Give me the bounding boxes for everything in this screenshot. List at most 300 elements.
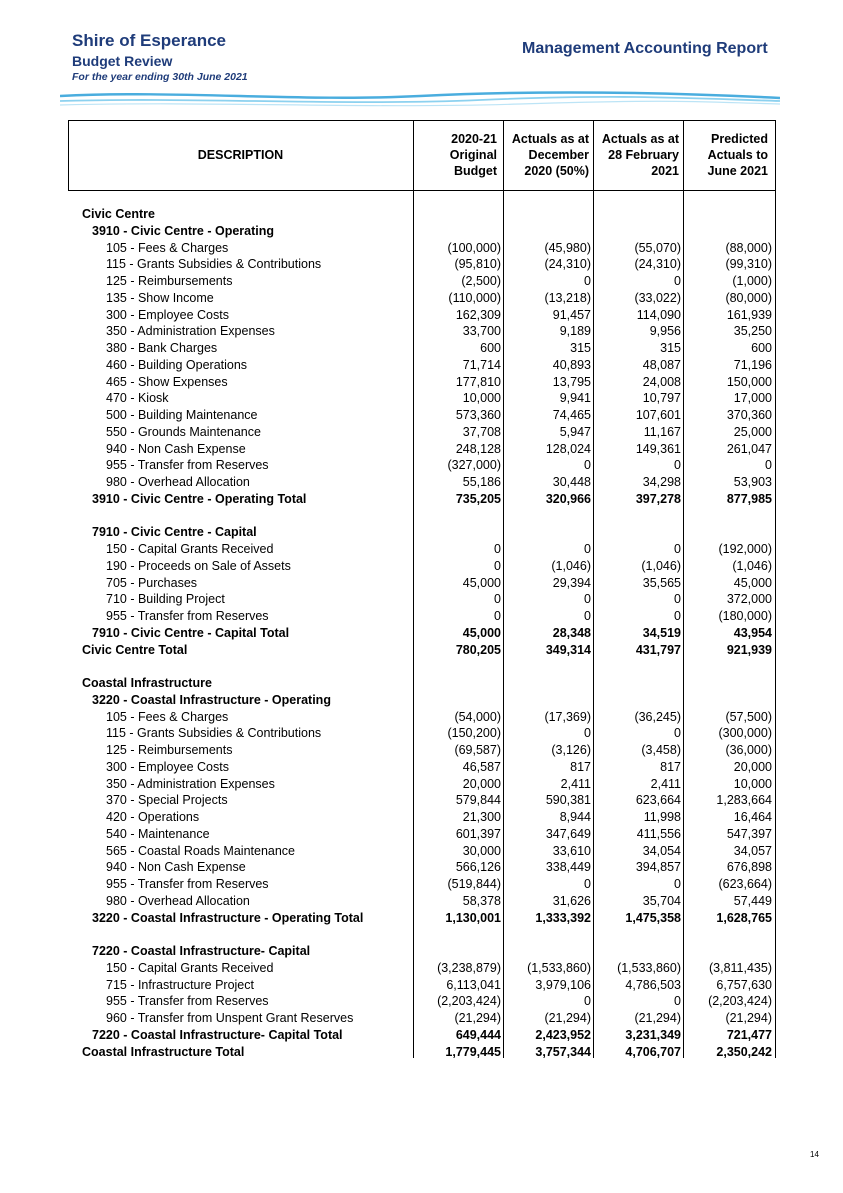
actuals-february-value: 34,519 <box>642 625 681 640</box>
original-budget-value: 600 <box>480 341 501 355</box>
actuals-february-value: (55,070) <box>634 240 681 255</box>
actuals-december-value: 0 <box>584 542 591 556</box>
line-item-row <box>68 826 776 843</box>
actuals-december-value: 31,626 <box>552 893 591 908</box>
line-item-row <box>68 709 776 726</box>
original-budget-value: (3,238,879) <box>437 960 501 975</box>
original-budget-value <box>413 206 503 223</box>
actuals-december-value: 91,457 <box>552 307 591 322</box>
row-description: 460 - Building Operations <box>106 357 248 372</box>
section-row <box>68 642 776 659</box>
decorative-wave <box>60 88 780 112</box>
original-budget-value <box>413 223 503 240</box>
original-budget-value: 20,000 <box>462 776 501 791</box>
predicted-actuals-value: 150,000 <box>726 374 772 389</box>
actuals-december-value: 2,423,952 <box>535 1027 591 1042</box>
original-budget-value: 162,309 <box>455 307 501 322</box>
original-budget-value: 1,779,445 <box>445 1044 501 1059</box>
actuals-december-value: 0 <box>584 592 591 607</box>
row-description: 420 - Operations <box>106 810 200 824</box>
original-budget-value: (2,203,424) <box>437 994 501 1009</box>
original-budget-value: (100,000) <box>447 240 501 255</box>
original-budget-value: 6,113,041 <box>446 977 501 992</box>
subsection-row <box>68 943 776 960</box>
original-budget-value: (95,810) <box>454 257 501 272</box>
row-description: Civic Centre <box>82 207 155 221</box>
original-budget-value: 780,205 <box>455 642 501 657</box>
predicted-actuals-value: 34,057 <box>733 843 772 858</box>
actuals-february-value: 0 <box>674 994 681 1009</box>
predicted-actuals-value: (180,000) <box>718 609 772 623</box>
actuals-december-value: (13,218) <box>544 290 591 305</box>
actuals-december-value: 28,348 <box>552 625 591 640</box>
actuals-february-value: 315 <box>660 341 681 355</box>
actuals-february-value: 35,704 <box>642 893 681 908</box>
line-item-row <box>68 256 776 273</box>
column-header-predicted-actuals: Predicted Actuals to June 2021 <box>707 132 768 178</box>
actuals-december-value: 128,024 <box>545 441 591 456</box>
original-budget-value: 566,126 <box>455 860 501 875</box>
actuals-february-value: (21,294) <box>634 1011 681 1025</box>
original-budget-value: 649,444 <box>455 1027 501 1042</box>
predicted-actuals-value: (1,000) <box>732 274 772 288</box>
predicted-actuals-value: (2,203,424) <box>708 994 772 1009</box>
row-description: 980 - Overhead Allocation <box>106 475 250 489</box>
line-item-row <box>68 725 776 742</box>
actuals-february-value: 48,087 <box>642 357 681 372</box>
actuals-february-value: 4,706,707 <box>625 1044 681 1059</box>
row-description: Coastal Infrastructure Total <box>82 1044 245 1059</box>
actuals-december-value: 0 <box>584 458 591 473</box>
original-budget-value: (69,587) <box>454 743 501 757</box>
original-budget-value: 248,128 <box>455 441 501 456</box>
row-description: 105 - Fees & Charges <box>106 709 229 724</box>
row-description: 940 - Non Cash Expense <box>106 860 246 875</box>
row-description: 105 - Fees & Charges <box>106 240 229 255</box>
row-description: 960 - Transfer from Unspent Grant Reserves <box>106 1011 354 1025</box>
original-budget-value: (110,000) <box>448 290 501 305</box>
original-budget-value <box>413 524 503 541</box>
actuals-february-value <box>593 692 683 709</box>
organisation-name: Shire of Esperance <box>72 31 227 50</box>
actuals-february-value: 817 <box>660 759 681 774</box>
actuals-december-value: 338,449 <box>545 860 591 875</box>
original-budget-value: 1,130,001 <box>445 910 501 925</box>
actuals-december-value: 3,757,344 <box>535 1044 591 1059</box>
actuals-february-value: 394,857 <box>635 860 681 875</box>
predicted-actuals-value <box>683 943 776 960</box>
line-item-row <box>68 809 776 826</box>
original-budget-value: 177,810 <box>455 374 501 389</box>
line-item-row <box>68 575 776 592</box>
actuals-december-value: 13,795 <box>552 374 591 389</box>
actuals-february-value: 35,565 <box>642 575 681 590</box>
line-item-row <box>68 776 776 793</box>
row-description: 565 - Coastal Roads Maintenance <box>106 843 296 858</box>
actuals-february-value: 411,556 <box>636 826 681 841</box>
predicted-actuals-value: 2,350,242 <box>716 1044 772 1059</box>
original-budget-value: 601,397 <box>455 826 501 841</box>
row-description: 940 - Non Cash Expense <box>106 441 246 456</box>
original-budget-value: 45,000 <box>462 625 501 640</box>
actuals-december-value: 0 <box>584 877 591 891</box>
predicted-actuals-value: 921,939 <box>726 642 772 657</box>
predicted-actuals-value: 372,000 <box>726 592 772 607</box>
actuals-february-value <box>593 675 683 692</box>
section-row <box>68 675 776 692</box>
actuals-february-value: 24,008 <box>642 374 681 389</box>
row-description: 350 - Administration Expenses <box>106 776 275 791</box>
actuals-december-value: 5,947 <box>559 424 591 439</box>
line-item-row <box>68 893 776 910</box>
section-row <box>68 206 776 223</box>
actuals-december-value: 0 <box>584 609 591 623</box>
row-description: Coastal Infrastructure <box>82 676 212 690</box>
predicted-actuals-value: 43,954 <box>733 625 772 640</box>
predicted-actuals-value: (21,294) <box>725 1011 772 1025</box>
row-description: 500 - Building Maintenance <box>106 408 258 422</box>
subsection-row <box>68 692 776 709</box>
line-item-row <box>68 424 776 441</box>
subsection-row <box>68 625 776 642</box>
original-budget-value: 46,587 <box>462 759 501 774</box>
row-description: 3220 - Coastal Infrastructure - Operating <box>92 692 331 707</box>
predicted-actuals-value: 1,628,765 <box>716 910 772 925</box>
actuals-february-value: 107,601 <box>635 408 681 422</box>
line-item-row <box>68 792 776 809</box>
predicted-actuals-value: (88,000) <box>725 240 772 255</box>
reporting-period: For the year ending 30th June 2021 <box>72 71 248 83</box>
original-budget-value: 55,186 <box>462 475 501 489</box>
row-description: 300 - Employee Costs <box>106 759 229 774</box>
predicted-actuals-value: 877,985 <box>726 491 772 506</box>
actuals-december-value: (21,294) <box>544 1011 591 1025</box>
actuals-december-value: (45,980) <box>544 240 591 255</box>
actuals-february-value: (24,310) <box>634 257 681 272</box>
actuals-february-value <box>593 223 683 240</box>
actuals-february-value: 431,797 <box>635 642 681 657</box>
actuals-february-value: 0 <box>674 592 681 607</box>
predicted-actuals-value: 600 <box>751 341 772 355</box>
actuals-february-value: 0 <box>674 877 681 891</box>
actuals-december-value: 347,649 <box>545 826 591 841</box>
row-description: 465 - Show Expenses <box>106 374 228 389</box>
line-item-row <box>68 608 776 625</box>
actuals-february-value: 1,475,358 <box>625 910 681 925</box>
predicted-actuals-value <box>683 675 776 692</box>
actuals-december-value: 1,333,392 <box>535 910 591 925</box>
actuals-december-value: 590,381 <box>545 793 591 808</box>
actuals-december-value: 9,189 <box>559 324 591 339</box>
row-description: 955 - Transfer from Reserves <box>106 458 269 473</box>
original-budget-value: 579,844 <box>455 793 501 808</box>
actuals-february-value: 2,411 <box>650 776 681 791</box>
actuals-december-value: 349,314 <box>545 642 591 657</box>
actuals-december-value: 3,979,106 <box>535 977 591 992</box>
line-item-row <box>68 591 776 608</box>
budget-table <box>68 120 776 1058</box>
original-budget-value: (2,500) <box>461 274 501 288</box>
original-budget-value: 0 <box>494 592 501 607</box>
original-budget-value: (327,000) <box>447 458 501 473</box>
predicted-actuals-value <box>683 692 776 709</box>
row-description: 190 - Proceeds on Sale of Assets <box>106 558 291 573</box>
line-item-row <box>68 541 776 558</box>
predicted-actuals-value: 161,939 <box>726 307 772 322</box>
row-description: 955 - Transfer from Reserves <box>106 609 269 623</box>
actuals-december-value: 29,394 <box>552 575 591 590</box>
predicted-actuals-value: (57,500) <box>725 709 772 724</box>
original-budget-value: 735,205 <box>455 491 501 506</box>
actuals-december-value: (1,046) <box>551 558 591 573</box>
predicted-actuals-value: (1,046) <box>732 558 772 573</box>
original-budget-value: 0 <box>494 558 501 573</box>
predicted-actuals-value: 6,757,630 <box>716 977 772 992</box>
subsection-row <box>68 910 776 927</box>
actuals-december-value: 30,448 <box>552 475 591 489</box>
line-item-row <box>68 290 776 307</box>
actuals-december-value: 33,610 <box>552 843 591 858</box>
original-budget-value: 33,700 <box>462 324 501 339</box>
line-item-row <box>68 340 776 357</box>
line-item-row <box>68 843 776 860</box>
predicted-actuals-value <box>683 223 776 240</box>
subsection-row <box>68 223 776 240</box>
row-description: 955 - Transfer from Reserves <box>106 877 269 891</box>
original-budget-value: 71,714 <box>462 357 501 372</box>
row-description: 710 - Building Project <box>106 592 225 607</box>
line-item-row <box>68 390 776 407</box>
actuals-december-value: 0 <box>584 274 591 288</box>
line-item-row <box>68 374 776 391</box>
column-header-description: DESCRIPTION <box>197 148 284 162</box>
row-description: 300 - Employee Costs <box>106 307 229 322</box>
predicted-actuals-value: (3,811,435) <box>708 960 772 975</box>
row-description: 7910 - Civic Centre - Capital <box>92 525 257 540</box>
original-budget-value: 21,300 <box>462 810 501 824</box>
actuals-december-value: (3,126) <box>551 743 591 757</box>
line-item-row <box>68 323 776 340</box>
original-budget-value: (150,200) <box>447 726 501 741</box>
original-budget-value <box>413 675 503 692</box>
row-description: 135 - Show Income <box>106 290 214 305</box>
actuals-february-value <box>593 943 683 960</box>
row-description: 3910 - Civic Centre - Operating <box>92 223 275 238</box>
actuals-december-value: (24,310) <box>544 257 591 272</box>
original-budget-value <box>413 692 503 709</box>
spacer-row <box>68 926 776 943</box>
predicted-actuals-value: 0 <box>765 458 772 473</box>
row-description: 715 - Infrastructure Project <box>106 977 254 992</box>
actuals-february-value: (1,533,860) <box>617 960 681 975</box>
predicted-actuals-value: (36,000) <box>725 743 772 757</box>
row-description: 7910 - Civic Centre - Capital Total <box>92 625 290 640</box>
predicted-actuals-value: 370,360 <box>726 408 772 422</box>
actuals-december-value: 9,941 <box>559 391 591 406</box>
actuals-december-value <box>503 206 593 223</box>
line-item-row <box>68 558 776 575</box>
row-description: 125 - Reimbursements <box>106 274 233 288</box>
predicted-actuals-value: (99,310) <box>725 257 772 272</box>
predicted-actuals-value: 10,000 <box>733 776 772 791</box>
actuals-december-value: 74,465 <box>552 408 591 422</box>
actuals-february-value: 0 <box>674 609 681 623</box>
row-description: 115 - Grants Subsidies & Contributions <box>106 726 322 741</box>
table-body <box>68 206 776 1060</box>
predicted-actuals-value: 35,250 <box>733 324 772 339</box>
line-item-row <box>68 240 776 257</box>
line-item-row <box>68 307 776 324</box>
actuals-february-value: 11,998 <box>643 810 681 824</box>
page-number: 14 <box>810 1150 819 1159</box>
row-description: 150 - Capital Grants Received <box>106 542 274 556</box>
predicted-actuals-value: (80,000) <box>725 290 772 305</box>
row-description: 955 - Transfer from Reserves <box>106 994 269 1009</box>
line-item-row <box>68 1010 776 1027</box>
predicted-actuals-value <box>683 524 776 541</box>
actuals-december-value: 40,893 <box>552 357 591 372</box>
predicted-actuals-value: (192,000) <box>718 542 772 556</box>
predicted-actuals-value: 721,477 <box>726 1027 772 1042</box>
row-description: 115 - Grants Subsidies & Contributions <box>106 257 322 272</box>
original-budget-value: 0 <box>494 542 501 556</box>
actuals-december-value <box>503 223 593 240</box>
actuals-february-value: 0 <box>674 274 681 288</box>
actuals-february-value: 3,231,349 <box>625 1027 681 1042</box>
line-item-row <box>68 960 776 977</box>
actuals-february-value: 149,361 <box>635 441 681 456</box>
original-budget-value: 30,000 <box>462 843 501 858</box>
actuals-december-value: 0 <box>584 994 591 1009</box>
row-description: 7220 - Coastal Infrastructure- Capital <box>92 944 311 958</box>
actuals-december-value: (17,369) <box>544 709 591 724</box>
original-budget-value: 37,708 <box>462 424 501 439</box>
predicted-actuals-value: 547,397 <box>726 826 772 841</box>
row-description: 150 - Capital Grants Received <box>106 960 274 975</box>
actuals-december-value <box>503 943 593 960</box>
predicted-actuals-value: 25,000 <box>733 424 772 439</box>
line-item-row <box>68 273 776 290</box>
predicted-actuals-value: 17,000 <box>733 391 772 406</box>
actuals-december-value <box>503 692 593 709</box>
report-title: Management Accounting Report <box>522 40 768 57</box>
column-header-actuals-december: Actuals as at December 2020 (50%) <box>511 132 589 178</box>
subsection-row <box>68 1027 776 1044</box>
document-subtitle: Budget Review <box>72 53 173 69</box>
actuals-february-value: 34,298 <box>642 475 681 489</box>
actuals-february-value: (1,046) <box>641 558 681 573</box>
actuals-february-value: (33,022) <box>634 290 681 305</box>
predicted-actuals-value: 676,898 <box>726 860 772 875</box>
original-budget-value: (519,844) <box>447 877 501 891</box>
original-budget-value: 58,378 <box>462 893 501 908</box>
original-budget-value: 573,360 <box>455 408 501 422</box>
actuals-february-value: 34,054 <box>642 843 681 858</box>
row-description: 125 - Reimbursements <box>106 743 233 757</box>
original-budget-value: (21,294) <box>454 1011 501 1025</box>
actuals-december-value: 8,944 <box>559 810 591 824</box>
actuals-december-value: 817 <box>570 759 591 774</box>
actuals-december-value <box>503 675 593 692</box>
actuals-december-value: 315 <box>570 341 591 355</box>
row-description: 370 - Special Projects <box>106 793 228 808</box>
actuals-february-value <box>593 524 683 541</box>
actuals-february-value: 0 <box>674 726 681 741</box>
actuals-december-value: 0 <box>584 726 591 741</box>
row-description: 705 - Purchases <box>106 575 198 590</box>
actuals-february-value: 4,786,503 <box>625 977 681 992</box>
actuals-december-value <box>503 524 593 541</box>
line-item-row <box>68 457 776 474</box>
column-header-original-budget: 2020-21 Original Budget <box>449 132 497 178</box>
predicted-actuals-value: 261,047 <box>726 441 772 456</box>
actuals-february-value: 114,090 <box>636 307 681 322</box>
original-budget-value: 45,000 <box>462 575 501 590</box>
line-item-row <box>68 993 776 1010</box>
spacer-row <box>68 658 776 675</box>
predicted-actuals-value: 57,449 <box>733 893 772 908</box>
row-description: 980 - Overhead Allocation <box>106 893 250 908</box>
actuals-february-value: (3,458) <box>641 743 681 757</box>
actuals-february-value: 9,956 <box>649 324 681 339</box>
row-description: 3220 - Coastal Infrastructure - Operating Total <box>92 910 364 925</box>
row-description: 7220 - Coastal Infrastructure- Capital Total <box>92 1027 343 1042</box>
actuals-december-value: 320,966 <box>545 491 591 506</box>
predicted-actuals-value: 16,464 <box>733 810 772 824</box>
line-item-row <box>68 742 776 759</box>
actuals-february-value: (36,245) <box>634 709 681 724</box>
row-description: 350 - Administration Expenses <box>106 324 275 339</box>
predicted-actuals-value: 53,903 <box>733 475 772 489</box>
actuals-december-value: 2,411 <box>560 776 591 791</box>
predicted-actuals-value <box>683 206 776 223</box>
actuals-february-value: 397,278 <box>635 491 681 506</box>
actuals-december-value: (1,533,860) <box>527 960 591 975</box>
actuals-february-value <box>593 206 683 223</box>
spacer-row <box>68 508 776 525</box>
actuals-february-value: 623,664 <box>635 793 681 808</box>
line-item-row <box>68 474 776 491</box>
row-description: 380 - Bank Charges <box>106 341 218 355</box>
section-row <box>68 1044 776 1061</box>
original-budget-value: (54,000) <box>454 709 501 724</box>
row-description: 470 - Kiosk <box>106 391 169 406</box>
line-item-row <box>68 977 776 994</box>
predicted-actuals-value: (623,664) <box>718 877 772 891</box>
predicted-actuals-value: 1,283,664 <box>716 793 772 808</box>
predicted-actuals-value: (300,000) <box>718 726 772 741</box>
line-item-row <box>68 407 776 424</box>
row-description: 550 - Grounds Maintenance <box>106 424 261 439</box>
predicted-actuals-value: 20,000 <box>733 759 772 774</box>
line-item-row <box>68 859 776 876</box>
line-item-row <box>68 357 776 374</box>
row-description: Civic Centre Total <box>82 642 188 657</box>
row-description: 540 - Maintenance <box>106 826 210 841</box>
predicted-actuals-value: 71,196 <box>733 357 772 372</box>
actuals-february-value: 0 <box>674 542 681 556</box>
subsection-row <box>68 524 776 541</box>
line-item-row <box>68 441 776 458</box>
line-item-row <box>68 759 776 776</box>
row-description: 3910 - Civic Centre - Operating Total <box>92 491 307 506</box>
original-budget-value: 0 <box>494 609 501 623</box>
actuals-february-value: 0 <box>674 458 681 473</box>
subsection-row <box>68 491 776 508</box>
column-header-actuals-february: Actuals as at 28 February 2021 <box>601 132 679 178</box>
line-item-row <box>68 876 776 893</box>
predicted-actuals-value: 45,000 <box>733 575 772 590</box>
